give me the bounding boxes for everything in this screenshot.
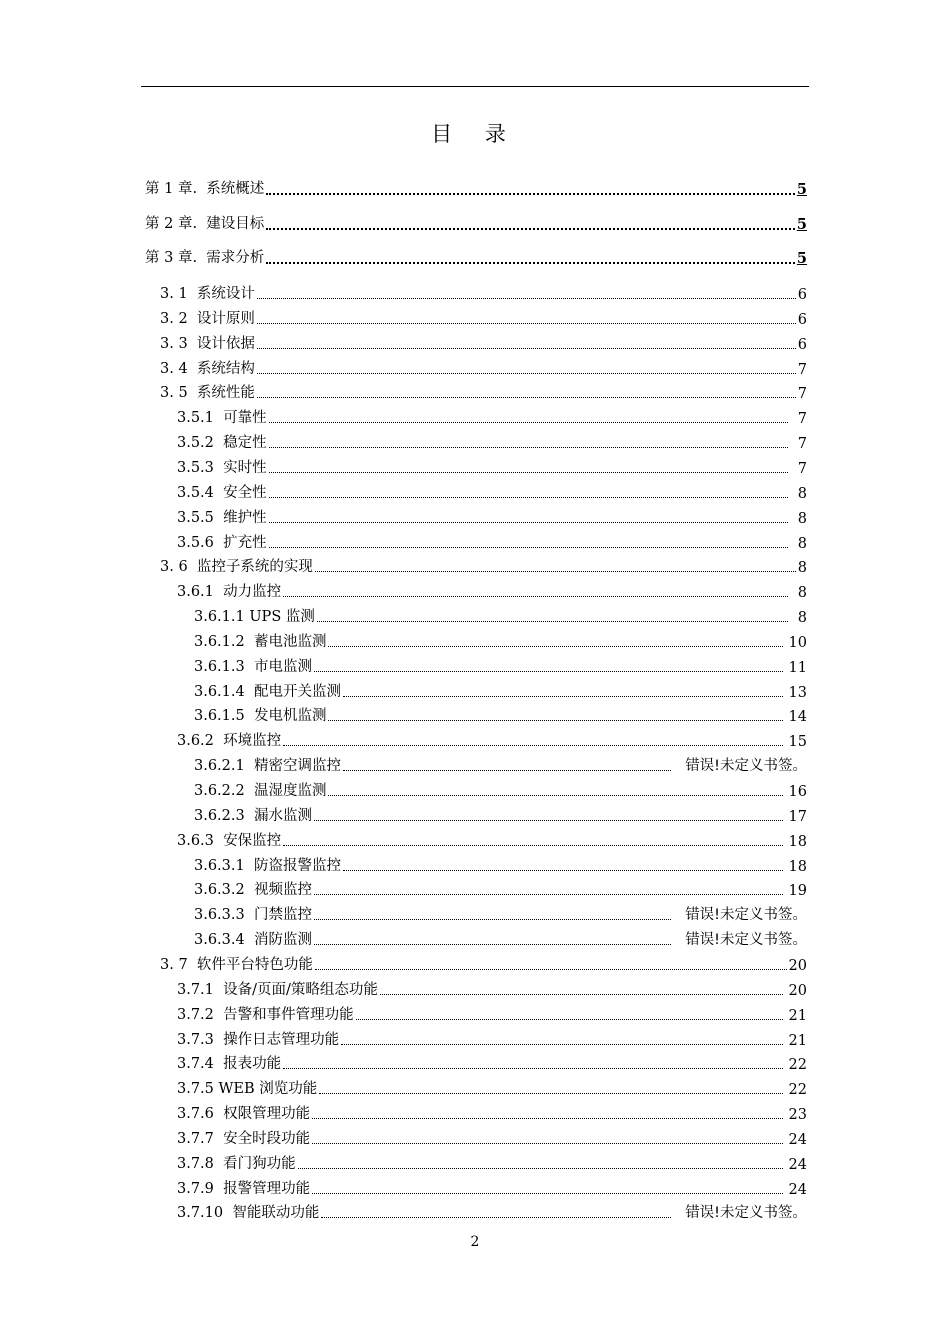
toc-entry-page: 7 [797,411,807,428]
toc-dot-leader [269,422,788,423]
toc-entry-label: 3.5.5 维护性 [177,509,267,526]
toc-dot-leader [319,1093,782,1094]
toc-entry[interactable] [194,855,807,875]
toc-dot-leader [343,696,783,697]
toc-dot-leader [298,1168,783,1169]
toc-dot-leader [266,262,795,264]
toc-entry-page: 5 [796,250,807,267]
toc-entry[interactable] [194,606,807,626]
toc-entry-label: 3.7.7 安全时段功能 [177,1130,311,1147]
toc-entry-label: 3.6.1.2 蓄电池监测 [194,633,327,650]
toc-entry-label: 3. 3 设计依据 [160,335,255,352]
toc-entry-label: 3.5.6 扩充性 [177,534,267,551]
toc-entry[interactable] [194,904,807,924]
toc-entry[interactable] [160,283,807,303]
toc-dot-leader [269,497,788,498]
toc-dot-leader [314,919,671,920]
toc-entry-label: 3.5.1 可靠性 [177,410,267,427]
toc-entry-label: 3.7.5 WEB 浏览功能 [177,1081,318,1098]
toc-entry-page: 19 [788,883,807,900]
toc-entry-label: 3.6.1.1 UPS 监测 [194,609,315,626]
toc-entry-page: 5 [796,181,807,198]
toc-entry-page: 23 [788,1107,807,1124]
toc-entry-label: 3.6.2.2 温湿度监测 [194,783,327,799]
toc-entry-page: 错误!未定义书签。 [685,758,807,775]
toc-entry-label: 3.6.1.4 配电开关监测 [194,683,341,700]
toc-entry[interactable] [160,954,807,974]
toc-entry-label: 3.6.3.4 消防监测 [194,932,312,949]
toc-entry[interactable] [177,1078,807,1098]
toc-entry-label: 3.5.2 稳定性 [177,435,267,452]
toc-dot-leader [266,193,795,195]
toc-entry-label: 3.7.2 告警和事件管理功能 [177,1006,354,1023]
toc-entry-page: 7 [797,361,807,378]
toc-dot-leader [317,621,788,622]
toc-dot-leader [328,795,782,796]
toc-entry[interactable] [177,532,807,552]
toc-entry-label: 3.6.3.1 防盗报警监控 [194,857,341,874]
toc-dot-leader [380,994,783,995]
toc-dot-leader [269,547,788,548]
toc-entry-label: 3. 2 设计原则 [160,310,255,327]
toc-dot-leader [343,770,671,771]
toc-dot-leader [257,323,796,324]
toc-entry[interactable] [177,482,807,502]
toc-entry[interactable] [177,407,807,427]
toc-dot-leader [314,944,671,945]
toc-entry[interactable] [177,1004,807,1024]
toc-entry-page: 10 [788,634,807,651]
toc-entry-page: 6 [797,287,807,303]
toc-entry[interactable] [194,929,807,949]
toc-entry-page: 18 [788,833,807,850]
toc-entry-label: 3.7.8 看门狗功能 [177,1155,296,1172]
toc-dot-leader [312,1143,782,1144]
toc-entry[interactable] [177,1053,807,1073]
toc-dot-leader [356,1019,783,1020]
toc-dot-leader [283,1068,782,1069]
toc-dot-leader [257,397,796,398]
toc-entry-page: 11 [788,659,807,676]
toc-dot-leader [283,596,788,597]
toc-entry-page: 错误!未定义书签。 [685,907,807,924]
toc-entry[interactable] [194,755,807,775]
toc-entry[interactable] [194,656,807,676]
toc-dot-leader [269,472,788,473]
toc-entry-page: 15 [788,734,807,751]
toc-dot-leader [257,298,796,299]
toc-entry-label: 3.7.6 权限管理功能 [177,1106,311,1123]
toc-entry-page: 6 [797,311,807,328]
toc-dot-leader [321,1217,671,1218]
toc-entry[interactable] [177,1178,807,1198]
toc-entry-page: 8 [797,560,807,577]
toc-entry-page: 24 [788,1181,807,1198]
toc-entry-page: 22 [788,1082,807,1099]
toc-entry-page: 14 [788,709,807,726]
toc-entry-label: 3.7.3 操作日志管理功能 [177,1031,340,1048]
toc-dot-leader [328,646,782,647]
toc-entry[interactable] [194,879,807,899]
toc-entry-label: 3.6.3 安保监控 [177,832,282,849]
toc-title: 目 录 [431,122,519,146]
toc-entry[interactable] [177,1153,807,1173]
toc-entry-label: 3. 1 系统设计 [160,286,255,302]
toc-entry-page: 错误!未定义书签。 [685,1205,807,1222]
toc-dot-leader [343,870,783,871]
toc-entry-page: 7 [797,460,807,477]
toc-dot-leader [257,373,796,374]
toc-dot-leader [314,894,783,895]
toc-entry-label: 3.6.1.3 市电监测 [194,658,312,675]
toc-entry[interactable] [160,358,807,378]
toc-entry-page: 21 [788,1032,807,1049]
toc-entry-label: 3.7.10 智能联动功能 [177,1205,320,1222]
toc-entry-page: 18 [788,858,807,875]
toc-dot-leader [312,1118,782,1119]
toc-entry[interactable] [177,1103,807,1123]
toc-dot-leader [312,1193,782,1194]
toc-entry[interactable] [177,830,807,850]
toc-dot-leader [315,969,787,970]
toc-entry-page: 6 [797,336,807,353]
toc-entry[interactable] [177,457,807,477]
toc-dot-leader [341,1044,782,1045]
toc-dot-leader [269,522,788,523]
toc-entry-page: 8 [797,535,807,552]
toc-entry-page: 8 [797,510,807,527]
toc-dot-leader [328,720,782,721]
toc-entry-label: 3. 6 监控子系统的实现 [160,559,313,576]
toc-entry-page: 20 [788,982,807,999]
toc-entry-label: 3. 5 系统性能 [160,385,255,402]
toc-entry-label: 3.5.3 实时性 [177,459,267,476]
toc-entry[interactable] [177,1029,807,1049]
toc-entry-label: 3.7.4 报表功能 [177,1056,282,1073]
toc-entry[interactable] [177,432,807,452]
toc-entry-page: 错误!未定义书签。 [685,932,807,949]
toc-entry-label: 3.7.1 设备/页面/策略组态功能 [177,981,378,998]
toc-entry-page: 13 [788,684,807,701]
toc-entry-label: 3.6.3.2 视频监控 [194,882,312,899]
toc-entry[interactable] [177,1202,807,1222]
toc-dot-leader [283,745,782,746]
page-number: 2 [470,1234,480,1250]
toc-entry[interactable] [194,705,807,725]
toc-entry-label: 3.7.9 报警管理功能 [177,1180,311,1197]
toc-entry-label: 第 1 章. 系统概述 [145,181,265,197]
toc-entry-label: 第 3 章. 需求分析 [145,250,265,266]
toc-entry-page: 7 [797,436,807,453]
toc-entry[interactable] [177,979,807,999]
toc-entry-page: 17 [788,808,807,825]
toc-entry[interactable] [177,730,807,750]
toc-entry-label: 第 2 章. 建设目标 [145,216,265,232]
toc-entry-page: 24 [788,1131,807,1148]
toc-entry-page: 7 [797,386,807,403]
toc-entry-page: 22 [788,1057,807,1074]
toc-entry[interactable] [145,213,807,233]
toc-entry-page: 20 [788,957,807,974]
toc-entry-label: 3.6.2.3 漏水监测 [194,807,312,824]
toc-entry-label: 3.6.3.3 门禁监控 [194,907,312,924]
toc-dot-leader [283,845,782,846]
toc-entry-page: 8 [797,485,807,502]
toc-entry[interactable] [160,308,807,328]
toc-entry[interactable] [160,382,807,402]
toc-entry-label: 3. 4 系统结构 [160,360,255,377]
toc-dot-leader [257,348,796,349]
toc-entry[interactable] [177,1128,807,1148]
toc-entry[interactable] [145,247,807,267]
toc-entry-page: 24 [788,1156,807,1173]
toc-entry[interactable] [177,581,807,601]
toc-entry-label: 3.6.1.5 发电机监测 [194,708,327,725]
toc-entry[interactable] [160,333,807,353]
toc-entry-page: 5 [796,216,807,233]
toc-entry-label: 3.6.1 动力监控 [177,584,282,601]
toc-entry[interactable] [194,805,807,825]
toc-entry-label: 3. 7 软件平台特色功能 [160,956,313,973]
toc-dot-leader [314,671,783,672]
toc-entry-page: 21 [788,1007,807,1024]
toc-entry[interactable] [194,631,807,651]
toc-entry[interactable] [177,507,807,527]
toc-entry-label: 3.5.4 安全性 [177,484,267,501]
toc-entry[interactable] [194,780,807,800]
toc-dot-leader [314,820,783,821]
toc-entry-page: 16 [788,784,807,800]
toc-dot-leader [315,571,796,572]
toc-entry-label: 3.6.2.1 精密空调监控 [194,758,341,775]
toc-entry-page: 8 [797,610,807,627]
toc-dot-leader [269,447,788,448]
toc-entry-page: 8 [797,585,807,602]
toc-entry[interactable] [145,178,807,198]
toc-entry[interactable] [194,681,807,701]
toc-entry[interactable] [160,556,807,576]
toc-dot-leader [266,228,795,230]
toc-entry-label: 3.6.2 环境监控 [177,733,282,750]
